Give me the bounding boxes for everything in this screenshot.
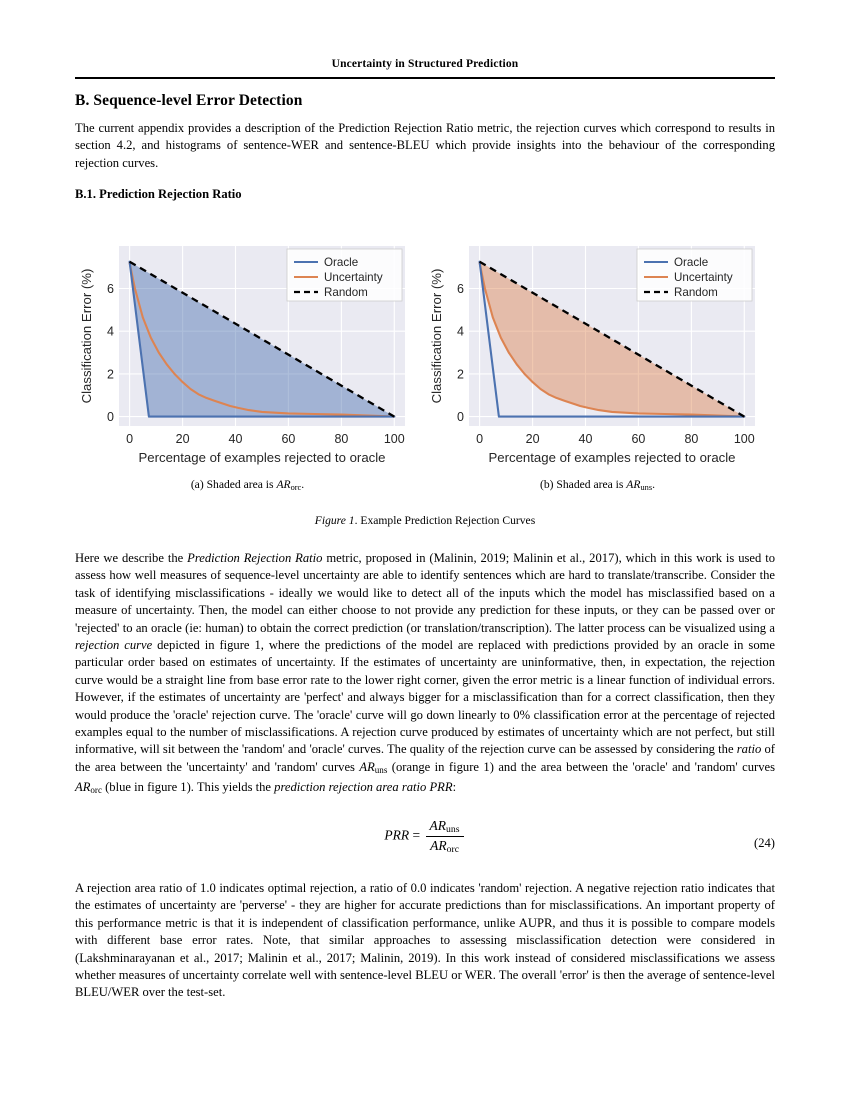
- svg-text:60: 60: [281, 432, 296, 446]
- svg-text:4: 4: [457, 324, 464, 339]
- b1-seg2: metric, proposed in (Malinin, 2019; Malinin et al., 2017), which in this work is used to assess how well measures of sequence-level uncertainty are able to identify sentences which are hard to translate/transcribe. Consider the task of identifying misclassifications - ideally we would like to detect all of the inputs which the model has misclassified based on a measure of uncertainty. Then, the model can either choose to not provide any prediction for these inputs, or they can be passed over or 'rejected' to an oracle (ie: human) to obtain the correct prediction (or translation/transcription). The latter process can be visualized using a: [75, 551, 775, 635]
- svg-text:0: 0: [457, 410, 464, 424]
- subcaption-a-suffix: .: [301, 478, 305, 491]
- svg-text:2: 2: [107, 367, 114, 382]
- header-rule: [75, 77, 775, 79]
- chart-b-svg: [425, 240, 770, 475]
- equation-content: [75, 818, 775, 855]
- running-header: Uncertainty in Structured Prediction: [331, 58, 519, 70]
- equation-numerator-base: AR: [429, 818, 447, 833]
- x-axis-label-a: Percentage of examples rejected to oracle: [138, 450, 386, 465]
- page-title: B. Sequence-level Error Detection: [75, 92, 303, 109]
- y-axis-label-b: Classification Error (%): [429, 268, 444, 404]
- subcaption-b-math-sub: uns: [640, 482, 653, 492]
- svg-text:0: 0: [107, 410, 114, 424]
- subcaption-a-math-sub: orc: [290, 482, 302, 492]
- svg-text:20: 20: [175, 432, 190, 446]
- equation-fraction: [426, 818, 464, 855]
- b1-italic-rejection-curve: rejection curve: [75, 638, 153, 653]
- svg-text:6: 6: [107, 281, 114, 296]
- intro-paragraph: The current appendix provides a description of the Prediction Rejection Ratio metric, the rejection curves which correspond to results in section 4.2, and histograms of sentence-WER and sentence-BLEU which provide insights into the behaviour of the corresponding rejection curves.: [75, 121, 775, 170]
- x-tick-labels-b: [476, 432, 755, 446]
- svg-text:80: 80: [334, 432, 349, 446]
- subcaption-b: [425, 478, 770, 492]
- b1-math-ar-uns-sub: uns: [374, 764, 388, 775]
- equation-denominator: [426, 837, 464, 855]
- svg-text:100: 100: [383, 432, 405, 446]
- svg-text:40: 40: [228, 432, 243, 446]
- subcaption-a: [75, 478, 420, 492]
- b1-italic-prr-area-ratio: prediction rejection area ratio: [274, 780, 430, 795]
- figure-1: [75, 240, 775, 527]
- svg-text:0: 0: [126, 432, 134, 446]
- chart-a-svg: [75, 240, 420, 475]
- subcaption-b-suffix: .: [652, 478, 655, 491]
- svg-text:2: 2: [457, 367, 464, 382]
- svg-text:4: 4: [107, 324, 114, 339]
- x-tick-labels-a: [126, 432, 405, 446]
- b1-seg3: depicted in figure 1, where the predictions of the model are replaced with predictions provided by an oracle in some particular order based on estimates of uncertainty. If the estimates of uncertainty are uninformative, then, in expectation, the rejection curve would be a straight line from base error rate to the lower right corner, given the error metric is a linear function of individual errors. However, if the estimates of uncertainty are 'perfect' and always bigger for a misclassification than for a correct classification, then they would produce the 'oracle' rejection curve. The 'oracle' curve will go down linearly to 0% classification error at the percentage of rejected examples equal to the number of misclassifications. A rejection curve produced by estimates of uncertainty which are not perfect, but still informative, will sit between the 'random' and 'oracle' curves. The quality of the rejection curve can be assessed by considering the: [75, 638, 775, 757]
- y-tick-labels-a: [107, 282, 114, 424]
- equation-denominator-sub: orc: [446, 844, 460, 856]
- b1-seg6: (blue in figure 1). This yields the: [101, 780, 275, 795]
- x-axis-label-b: Percentage of examples rejected to oracle: [488, 450, 736, 465]
- svg-text:100: 100: [733, 432, 755, 446]
- figure-caption-label: Figure 1: [314, 514, 355, 527]
- svg-text:80: 80: [684, 432, 699, 446]
- equation-block-24: [75, 818, 775, 870]
- svg-text:40: 40: [578, 432, 593, 446]
- charts-row: [75, 240, 775, 475]
- svg-text:60: 60: [631, 432, 646, 446]
- figure-caption-text: . Example Prediction Rejection Curves: [354, 514, 536, 527]
- equation-equals: =: [412, 827, 421, 843]
- svg-text:6: 6: [457, 281, 464, 296]
- legend-label-random-b: Random: [674, 286, 718, 299]
- b1-italic-ratio: ratio: [736, 742, 762, 757]
- b1-math-ar-orc-base: AR: [75, 780, 91, 795]
- equation-numerator: [426, 818, 464, 837]
- b1-math-ar-orc-sub: orc: [90, 785, 102, 796]
- legend-b: [637, 249, 752, 301]
- b1-math-ar-uns-base: AR: [359, 759, 375, 774]
- y-tick-labels-b: [457, 282, 464, 424]
- y-axis-label-a: Classification Error (%): [79, 268, 94, 404]
- equation-denominator-base: AR: [430, 838, 447, 854]
- b1-seg1: Here we describe the: [75, 551, 188, 565]
- figure-caption: [75, 514, 775, 527]
- legend-label-oracle-b: Oracle: [674, 256, 709, 269]
- chart-panel-a: [75, 240, 420, 475]
- b1-italic-prr: Prediction Rejection Ratio: [187, 551, 323, 565]
- equation-number: (24): [754, 836, 775, 850]
- body-paragraph-1: [75, 550, 775, 800]
- subcaption-b-math-base: AR: [626, 478, 641, 491]
- body-paragraph-2: A rejection area ratio of 1.0 indicates optimal rejection, a ratio of 0.0 indicates 'random' rejection. A negative rejection ratio indicates that the estimates of uncertainty are 'perverse' - they are higher for accurate predictions than for misclassifications. An important property of this performance metric is that it is independent of classification performance, unlike AUPR, and thus it is possible to compare models with different base error rates. Note, that similar approaches to assessing misclassification detection were considered in (Lakshminarayanan et al., 2017; Malinin et al., 2017; Malinin, 2019). In this work instead of considered misclassifications we assess whether measures of uncertainty correlate well with sentence-level BLEU or WER. The overall 'error' is then the average of sentence-level BLEU/WER over the test-set.: [75, 881, 775, 1000]
- legend-a: [287, 249, 402, 301]
- equation-lhs: PRR: [384, 827, 410, 843]
- subcaption-b-prefix: (b) Shaded area is: [540, 478, 627, 491]
- equation-numerator-sub: uns: [446, 824, 460, 836]
- legend-label-random-a: Random: [324, 286, 368, 299]
- subsection-heading: B.1. Prediction Rejection Ratio: [75, 187, 242, 201]
- chart-panel-b: [425, 240, 770, 475]
- subcaption-a-math-base: AR: [276, 478, 291, 491]
- b1-seg7: :: [452, 780, 457, 795]
- legend-label-oracle-a: Oracle: [324, 256, 359, 269]
- svg-text:20: 20: [525, 432, 540, 446]
- svg-text:0: 0: [476, 432, 484, 446]
- legend-label-uncertainty-a: Uncertainty: [324, 271, 383, 284]
- b1-math-prr: PRR: [429, 780, 453, 795]
- b1-seg4: of the area between the 'uncertainty' and 'random' curves: [75, 742, 775, 774]
- b1-seg5: (orange in figure 1) and the area between the 'oracle' and 'random' curves: [387, 759, 775, 774]
- subcaption-a-prefix: (a) Shaded area is: [190, 478, 277, 491]
- legend-label-uncertainty-b: Uncertainty: [674, 271, 733, 284]
